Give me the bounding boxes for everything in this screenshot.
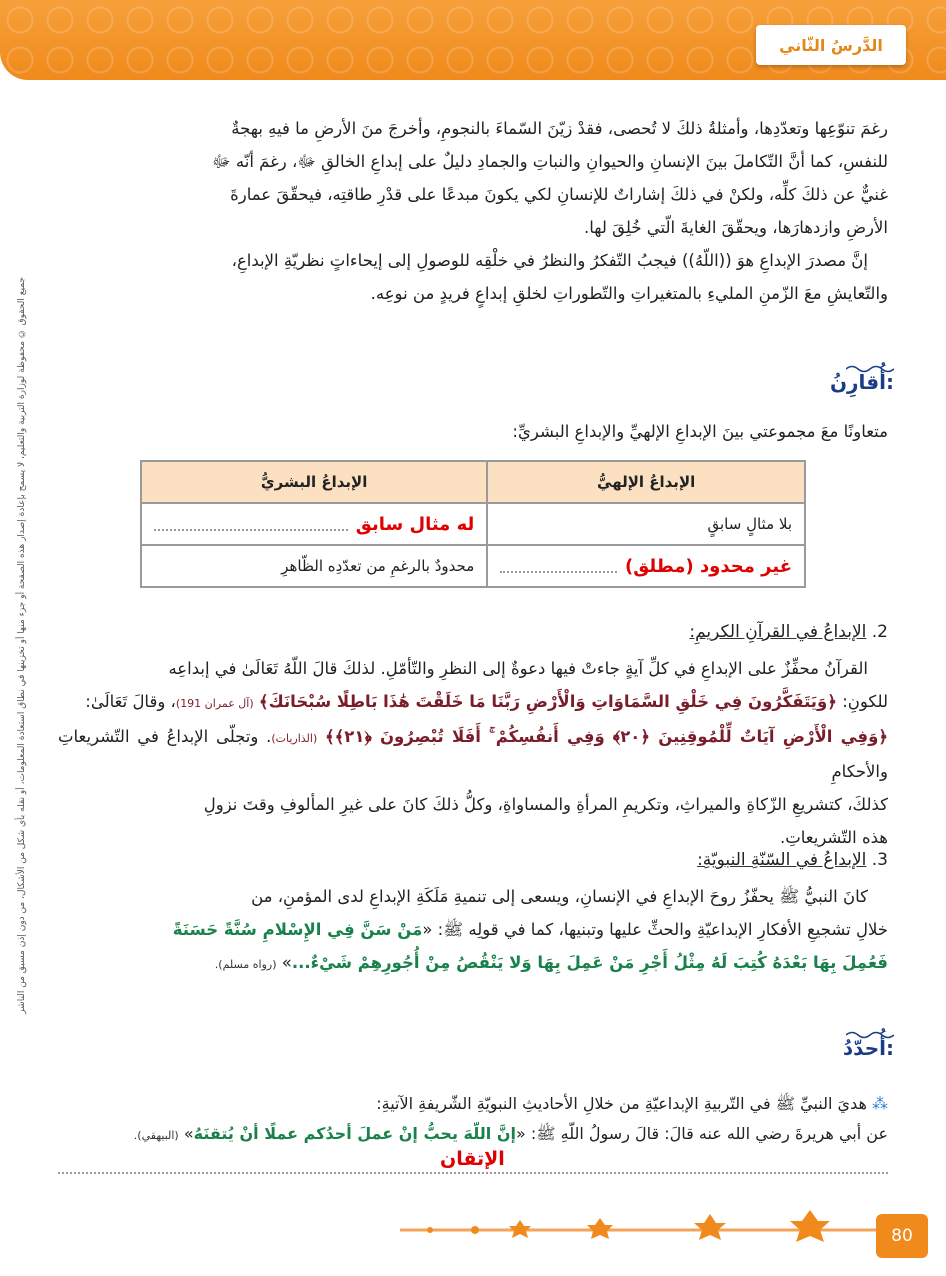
section-number: 3.	[871, 850, 888, 870]
intro-line: رغمَ تنوّعِها وتعدّدِها، وأمثلةُ ذلكَ لا تُحصى، فقدْ زيّنَ السّماءَ بالنجومِ، وأخرجَ منَ الأرضِ ما فيهِ بهجةٌ	[231, 119, 888, 138]
copyright-text: جميع الحقوق © محفوظة لوزارة التربية والتعليم، لا يسمح بإعادة إصدار هذه الصفحة أو جزء منها أو تخزينها في نطاق استعادة المعلومات، أو نقله بأي شكل من الأشكال، من دون إذن مسبق من الناشر	[17, 276, 27, 1014]
text-span: . وتجلّى الإبداعُ في التّشريعاتِ والأحكامِ	[58, 727, 888, 781]
footer-decoration	[0, 1206, 946, 1276]
answer-dotted-line	[154, 517, 348, 531]
quran-verse: ﴿وَيَتَفَكَّرُونَ فِي خَلْقِ السَّمَاوَاتِ وَالْأَرْضِ رَبَّنَا مَا خَلَقْتَ هَٰذَا بَاطِلًا سُبْحَانَكَ﴾	[258, 692, 837, 711]
handwritten-answer: له مثال سابق	[355, 513, 475, 535]
cell-human-2	[141, 545, 487, 587]
cell-text: محدودٌ بالرغمِ من تعدّدِه الظّاهرِ	[281, 557, 475, 575]
body-line	[58, 913, 888, 946]
table-row	[141, 503, 805, 545]
wavy-line-decoration	[846, 364, 894, 374]
verse-reference: (آل عمران 191)	[175, 697, 254, 710]
answer-dotted-line[interactable]	[58, 1172, 888, 1174]
hadith-text: مَنْ سَنَّ فِي الإِسْلامِ سُنَّةً حَسَنَةً	[172, 920, 423, 939]
body-line	[58, 946, 888, 981]
hadith-reference: (رواه مسلم).	[214, 958, 277, 971]
page-header-band	[0, 0, 946, 80]
cell-divine-2[interactable]	[487, 545, 805, 587]
identify-line	[376, 1094, 888, 1117]
intro-paragraph	[58, 112, 888, 310]
identify-line	[134, 1124, 888, 1147]
answer-dotted-line	[500, 559, 617, 573]
table-header-row	[141, 461, 805, 503]
cell-divine-1	[487, 503, 805, 545]
page-number-badge	[876, 1214, 928, 1258]
hadith-text: إنَّ اللّهَ يحبُّ إنْ عملَ أحدُكم عملًا أنْ يُتقنَهُ	[193, 1124, 516, 1143]
section2-body	[58, 652, 888, 854]
intro-line: غنيٌّ عن ذلكَ كلِّه، ولكنْ في ذلكَ إشاراتٌ للإنسانِ لكي يكونَ مبدعًا على قدْرِ طاقتِه، فيحقّقَ عمارةَ	[230, 185, 888, 204]
text-span: ، وقالَ تَعَالَىٰ:	[85, 692, 176, 711]
cell-human-1[interactable]	[141, 503, 487, 545]
body-line	[58, 685, 888, 720]
cell-text: بلا مثالٍ سابقٍ	[707, 515, 792, 533]
hadith-reference: (البيهقي).	[133, 1129, 179, 1142]
intro-line: والتّعايشِ معَ الزّمنِ المليءِ بالمتغيراتِ والتّطوراتِ لخلقِ إبداعٍ فريدٍ من نوعِه.	[370, 284, 888, 303]
text-span: خلالِ تشجيعِ الأفكارِ الإبداعيّةِ والحثِّ عليها وتبنيها، كما في قولِه ﷺ: «	[422, 920, 888, 939]
page-number: 80	[891, 1226, 913, 1246]
identify-heading: أُحدّدُ:	[842, 1036, 894, 1060]
stars-bullet-icon: ⁂	[872, 1094, 888, 1113]
section3-heading	[697, 850, 888, 870]
text-span: »	[183, 1124, 194, 1143]
text-span: هديَ النبيِّ ﷺ في التّربيةِ الإبداعيّةِ من خلالِ الأحاديثِ النبويّةِ الشّريفةِ الآتيةِ:	[376, 1094, 867, 1113]
lesson-title: الدَّرسُ الثّاني	[779, 35, 883, 55]
section-number: 2.	[871, 622, 888, 642]
table-row	[141, 545, 805, 587]
col-header-human: الإبداعُ البشريُّ	[141, 461, 487, 503]
hadith-text: فَعُمِلَ بِهَا بَعْدَهُ كُتِبَ لَهُ مِثْلُ أَجْرِ مَنْ عَمِلَ بِهَا وَلا يَنْقُصُ مِنْ أُجُورِهِمْ شَيْءٌ...	[291, 953, 888, 972]
handwritten-answer: غير محدود (مطلق)	[624, 555, 792, 577]
intro-line: الأرضِ وازدهارَها، ويحقّقَ الغايةَ الّتي خُلِقَ لها.	[583, 218, 888, 237]
lesson-title-tab	[756, 25, 906, 65]
section-title: الإبداعُ في القرآنِ الكريمِ:	[689, 622, 867, 642]
compare-heading: أُقارِنُ:	[829, 370, 894, 394]
body-line: كانَ النبيُّ ﷺ يحفّزُ روحَ الإبداعِ في الإنسانِ، ويسعى إلى تنميةِ مَلَكَةِ الإبداعِ لدى المؤمنِ، من	[251, 887, 868, 906]
col-header-divine: الإبداعُ الإلهيُّ	[487, 461, 805, 503]
verse-reference: (الذاريات)	[271, 732, 318, 745]
text-span: »	[281, 953, 292, 972]
handwritten-answer: الإتقان	[440, 1148, 505, 1170]
body-line: هذه التّشريعاتِ.	[779, 828, 888, 847]
intro-line: للنفسِ، كما أنَّ التّكاملَ بينَ الإنسانِ والحيوانِ والنباتِ والجمادِ دليلٌ على إبداعِ الخالقِ ﷻ، رغمَ أنّه ﷻ	[212, 152, 888, 171]
quran-verse: ﴿وَفِي الْأَرْضِ آيَاتٌ لِّلْمُوقِنِينَ ﴿٢٠﴾ وَفِي أَنفُسِكُمْ ۚ أَفَلَا تُبْصِرُونَ ﴿٢١﴾﴾	[324, 727, 889, 746]
copyright-side-note	[5, 276, 39, 1014]
body-line	[58, 720, 888, 788]
body-line: كذلكَ، كتشريعِ الزّكاةِ والميراثِ، وتكريمِ المرأةِ والمساواةِ، وكلُّ ذلكَ كانَ على غيرِ المألوفِ وقتَ نزولِ	[203, 795, 888, 814]
body-line: القرآنُ محفِّزٌ على الإبداعِ في كلِّ آيةٍ جاءتْ فيها دعوةٌ إلى النظرِ والتّأمّلِ. لذلكَ قالَ اللّهُ تَعَالَىٰ في إبداعِه	[168, 659, 868, 678]
comparison-table	[140, 460, 806, 588]
section2-heading	[689, 622, 888, 642]
wavy-line-decoration	[846, 1030, 894, 1040]
section-title: الإبداعُ في السّنّةِ النبويّةِ:	[697, 850, 867, 870]
text-span: للكونِ:	[842, 692, 888, 711]
compare-instruction: متعاونًا معَ مجموعتي بينَ الإبداعِ الإلهيِّ والإبداعِ البشريِّ:	[512, 422, 888, 441]
intro-line: إنَّ مصدرَ الإبداعِ هوَ ((اللّهُ)) فيجبُ التّفكرُ والنظرُ في خلْقِه للوصولِ إلى إيحاءاتٍ نظريّةِ الإبداعِ،	[231, 251, 868, 270]
text-span: عن أبي هريرةَ رضي الله عنه قالَ: قالَ رسولُ اللّهِ ﷺ: «	[515, 1124, 888, 1143]
section3-body	[58, 880, 888, 981]
